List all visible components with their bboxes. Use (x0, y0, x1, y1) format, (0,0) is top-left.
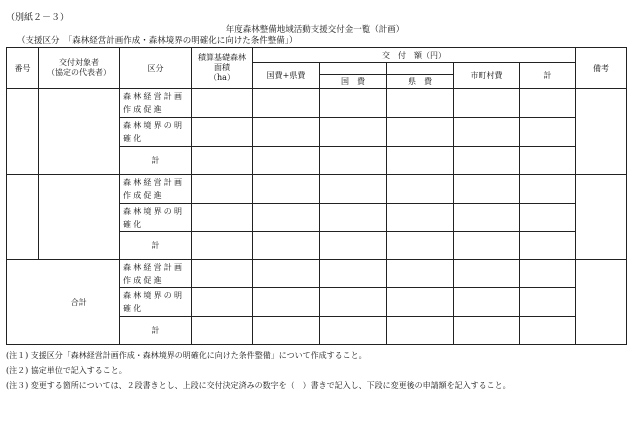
category-boundary: 森林境界の明 確化 (120, 118, 192, 147)
category-subtotal: 計 (120, 232, 192, 260)
header-recipient: 交付対象者 （協定の代表者） (39, 48, 120, 89)
header-area: 積算基礎森林 面積 （ha） (192, 48, 253, 89)
category-plan: 森林経営計画 作成促進 (120, 260, 192, 288)
table-row (7, 260, 627, 288)
support-category-line: （支援区分 「森林経営計画作成・森林境界の明確化に向けた条件整備」） (17, 36, 298, 46)
header-prefectural: 県 費 (387, 75, 454, 89)
table-row (7, 175, 627, 204)
header-remarks: 備考 (576, 48, 627, 89)
header-total: 計 (520, 63, 576, 89)
header-national-prefectural: 国費+県費 (253, 63, 320, 89)
header-number: 番号 (7, 48, 39, 89)
form-number: （別紙２－３） (6, 13, 70, 23)
category-boundary: 森林境界の明 確化 (120, 204, 192, 232)
grand-total-label: 合計 (39, 260, 120, 345)
document-title: 年度森林整備地域活動支援交付金一覧（計画） (225, 25, 405, 35)
note-3: (注３) 変更する箇所については、２段書きとし、上段に交付決定済みの数字を（ ）書きで記入し、下段に変更後の申請額を記入すること。 (6, 381, 511, 390)
notes (6, 348, 511, 393)
note-2: (注２) 協定単位で記入すること。 (6, 366, 127, 375)
header-grant-amount: 交 付 額（円） (253, 48, 576, 63)
header-national: 国 費 (320, 75, 387, 89)
header-category: 区分 (120, 48, 192, 89)
note-1: (注１) 支援区分「森林経営計画作成・森林境界の明確化に向けた条件整備」について作成すること。 (6, 351, 367, 360)
header-municipal: 市町村費 (454, 63, 520, 89)
category-subtotal: 計 (120, 317, 192, 345)
table-row (7, 89, 627, 118)
grant-table (6, 47, 627, 345)
category-plan: 森林経営計画 作成促進 (120, 89, 192, 118)
category-subtotal: 計 (120, 147, 192, 175)
category-plan: 森林経営計画 作成促進 (120, 175, 192, 204)
category-boundary: 森林境界の明 確化 (120, 288, 192, 317)
